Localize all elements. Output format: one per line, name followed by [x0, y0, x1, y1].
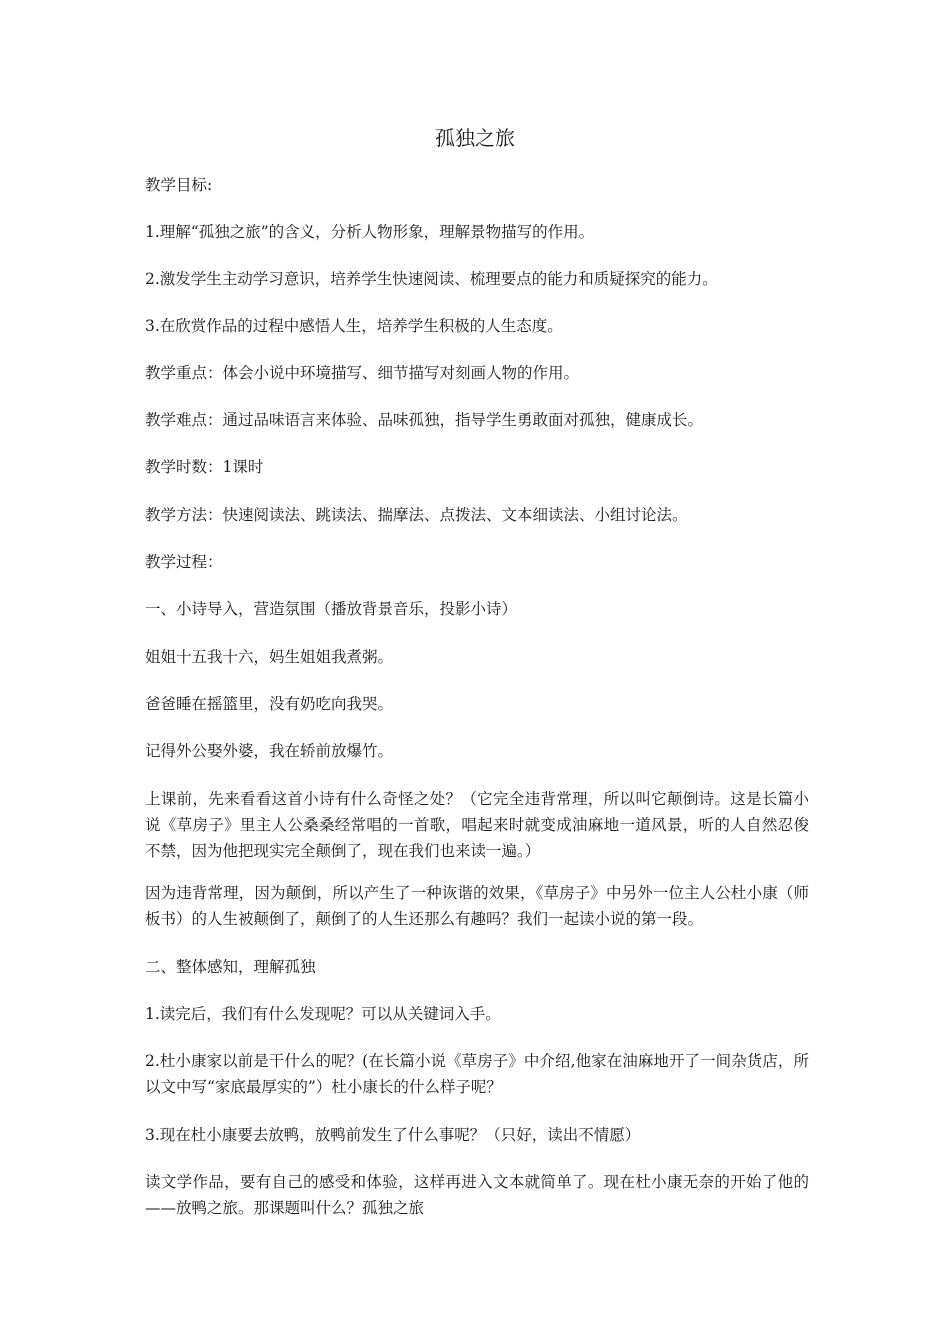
closing-paragraph: 读文学作品，要有自己的感受和体验，这样再进入文本就简单了。现在杜小康无奈的开始了他的——放鸭之旅。那课题叫什么？孤独之旅 — [145, 1173, 809, 1217]
objective-2: 2.激发学生主动学习意识，培养学生快速阅读、梳理要点的能力和质疑探究的能力。 — [145, 270, 718, 288]
teaching-difficulty: 教学难点：通过品味语言来体验、品味孤独，指导学生勇敢面对孤独，健康成长。 — [145, 411, 704, 429]
question-3: 3.现在杜小康要去放鸭，放鸭前发生了什么事呢？（只好，读出不情愿） — [145, 1126, 641, 1144]
intro-discussion-paragraph: 上课前，先来看看这首小诗有什么奇怪之处？（它完全违背常理，所以叫它颠倒诗。这是长篇小说《草房子》里主人公桑桑经常唱的一首歌，唱起来时就变成油麻地一道风景，听的人自然忍俊不禁，因为他把现实完全颠倒了，现在我们也来读一遍。） — [145, 790, 809, 860]
poem-line-2: 爸爸睡在摇篮里，没有奶吃向我哭。 — [145, 695, 394, 713]
transition-paragraph: 因为违背常理，因为颠倒，所以产生了一种诙谐的效果，《草房子》中另外一位主人公杜小康（师板书）的人生被颠倒了，颠倒了的人生还那么有趣吗？我们一起读小说的第一段。 — [145, 884, 809, 928]
objective-1: 1.理解“孤独之旅”的含义，分析人物形象，理解景物描写的作用。 — [145, 223, 595, 241]
document-title: 孤独之旅 — [435, 126, 515, 150]
question-1: 1.读完后，我们有什么发现呢？可以从关键词入手。 — [145, 1005, 501, 1023]
poem-line-1: 姐姐十五我十六，妈生姐姐我煮粥。 — [145, 648, 394, 666]
teaching-methods: 教学方法：快速阅读法、跳读法、揣摩法、点拨法、文本细读法、小组讨论法。 — [145, 506, 688, 524]
question-2: 2.杜小康家以前是干什么的呢？(在长篇小说《草房子》中介绍,他家在油麻地开了一间杂货店，所以文中写“家底最厚实的”）杜小康长的什么样子呢？ — [145, 1052, 809, 1096]
poem-line-3: 记得外公娶外婆，我在轿前放爆竹。 — [145, 742, 394, 760]
section-heading-process: 教学过程： — [145, 553, 223, 571]
step-2-heading: 二、整体感知，理解孤独 — [145, 958, 316, 976]
section-heading-objectives: 教学目标: — [145, 176, 213, 194]
step-1-heading: 一、小诗导入，营造氛围（播放背景音乐，投影小诗） — [145, 600, 518, 618]
teaching-focus: 教学重点：体会小说中环境描写、细节描写对刻画人物的作用。 — [145, 364, 580, 382]
teaching-hours: 教学时数：1课时 — [145, 458, 264, 476]
objective-3: 3.在欣赏作品的过程中感悟人生，培养学生积极的人生态度。 — [145, 317, 563, 335]
